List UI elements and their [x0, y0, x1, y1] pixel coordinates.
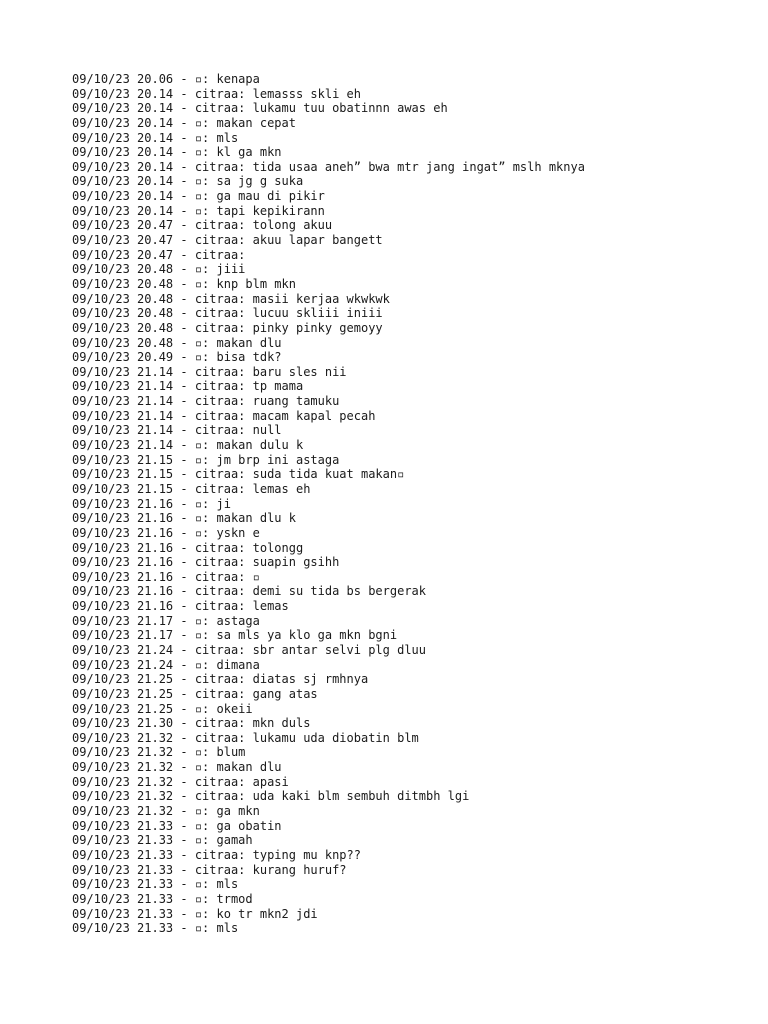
chat-line: 09/10/23 21.33 - ▫: gamah: [72, 833, 253, 848]
chat-line: 09/10/23 20.14 - ▫: kl ga mkn: [72, 145, 282, 160]
chat-line: 09/10/23 21.14 - citraa: macam kapal pecah: [72, 408, 376, 423]
chat-line: 09/10/23 21.25 - ▫: okeii: [72, 701, 253, 716]
chat-line: 09/10/23 21.33 - ▫: trmod: [72, 891, 253, 906]
chat-line: 09/10/23 21.17 - ▫: sa mls ya klo ga mkn bgni: [72, 628, 398, 643]
chat-line: 09/10/23 21.33 - citraa: typing mu knp??: [72, 847, 361, 862]
chat-line: 09/10/23 20.48 - ▫: jiii: [72, 262, 246, 277]
chat-line: 09/10/23 21.30 - citraa: mkn duls: [72, 716, 311, 731]
chat-line: 09/10/23 21.32 - citraa: uda kaki blm sembuh ditmbh lgi: [72, 789, 470, 804]
chat-line: 09/10/23 21.16 - citraa: ▫: [72, 569, 260, 584]
chat-line: 09/10/23 21.15 - citraa: lemas eh: [72, 481, 311, 496]
chat-line: 09/10/23 20.47 - citraa: tolong akuu: [72, 218, 333, 233]
chat-line: 09/10/23 20.48 - citraa: lucuu skliii iniii: [72, 306, 383, 321]
chat-log: [72, 72, 752, 936]
chat-line: 09/10/23 20.47 - citraa:: [72, 247, 246, 262]
chat-line: 09/10/23 21.25 - citraa: gang atas: [72, 686, 318, 701]
chat-line: 09/10/23 21.14 - citraa: baru sles nii: [72, 364, 347, 379]
chat-line: 09/10/23 20.48 - ▫: knp blm mkn: [72, 276, 296, 291]
chat-line: 09/10/23 21.33 - ▫: mls: [72, 877, 239, 892]
chat-line: 09/10/23 20.48 - citraa: pinky pinky gemoyy: [72, 320, 383, 335]
chat-line: 09/10/23 21.25 - citraa: diatas sj rmhnya: [72, 672, 369, 687]
chat-line: 09/10/23 20.14 - citraa: lemasss skli eh: [72, 86, 361, 101]
chat-line: 09/10/23 21.16 - citraa: tolongg: [72, 540, 304, 555]
chat-line: 09/10/23 20.14 - ▫: tapi kepikirann: [72, 203, 325, 218]
chat-line: 09/10/23 20.49 - ▫: bisa tdk?: [72, 350, 282, 365]
chat-line: 09/10/23 21.14 - citraa: tp mama: [72, 379, 304, 394]
chat-line: 09/10/23 21.14 - citraa: ruang tamuku: [72, 394, 340, 409]
chat-line: 09/10/23 21.14 - ▫: makan dulu k: [72, 438, 304, 453]
chat-line: 09/10/23 21.32 - ▫: ga mkn: [72, 804, 260, 819]
chat-line: 09/10/23 21.16 - ▫: makan dlu k: [72, 511, 296, 526]
chat-line: 09/10/23 21.16 - ▫: ji: [72, 496, 231, 511]
chat-line: 09/10/23 21.15 - citraa: suda tida kuat makan▫: [72, 467, 405, 482]
chat-line: 09/10/23 21.24 - ▫: dimana: [72, 657, 260, 672]
chat-line: 09/10/23 21.24 - citraa: sbr antar selvi plg dluu: [72, 642, 427, 657]
chat-line: 09/10/23 21.17 - ▫: astaga: [72, 613, 260, 628]
chat-line: 09/10/23 20.47 - citraa: akuu lapar bangett: [72, 233, 383, 248]
chat-line: 09/10/23 21.33 - ▫: ko tr mkn2 jdi: [72, 906, 318, 921]
chat-line: 09/10/23 21.32 - citraa: lukamu uda diobatin blm: [72, 730, 419, 745]
chat-line: 09/10/23 20.06 - ▫: kenapa: [72, 72, 260, 86]
chat-line: 09/10/23 20.14 - citraa: tida usaa aneh” bwa mtr jang ingat” mslh mknya: [72, 159, 585, 174]
chat-line: 09/10/23 20.48 - ▫: makan dlu: [72, 335, 282, 350]
chat-line: 09/10/23 21.33 - ▫: ga obatin: [72, 818, 282, 833]
chat-line: 09/10/23 20.14 - ▫: sa jg g suka: [72, 174, 304, 189]
chat-line: 09/10/23 20.14 - citraa: lukamu tuu obatinnn awas eh: [72, 101, 448, 116]
chat-line: 09/10/23 20.14 - ▫: ga mau di pikir: [72, 189, 325, 204]
chat-line: 09/10/23 21.16 - ▫: yskn e: [72, 525, 260, 540]
chat-line: 09/10/23 20.14 - ▫: mls: [72, 130, 239, 145]
chat-line: 09/10/23 21.33 - citraa: kurang huruf?: [72, 862, 347, 877]
chat-line: 09/10/23 21.33 - ▫: mls: [72, 921, 239, 936]
chat-line: 09/10/23 21.15 - ▫: jm brp ini astaga: [72, 452, 340, 467]
chat-line: 09/10/23 21.32 - ▫: blum: [72, 745, 246, 760]
chat-line: 09/10/23 21.14 - citraa: null: [72, 423, 282, 438]
chat-line: 09/10/23 20.14 - ▫: makan cepat: [72, 115, 296, 130]
chat-line: 09/10/23 21.32 - ▫: makan dlu: [72, 760, 282, 775]
chat-line: 09/10/23 20.48 - citraa: masii kerjaa wkwkwk: [72, 291, 390, 306]
chat-line: 09/10/23 21.16 - citraa: lemas: [72, 599, 289, 614]
chat-line: 09/10/23 21.16 - citraa: suapin gsihh: [72, 555, 340, 570]
chat-line: 09/10/23 21.32 - citraa: apasi: [72, 774, 289, 789]
chat-line: 09/10/23 21.16 - citraa: demi su tida bs bergerak: [72, 584, 427, 599]
